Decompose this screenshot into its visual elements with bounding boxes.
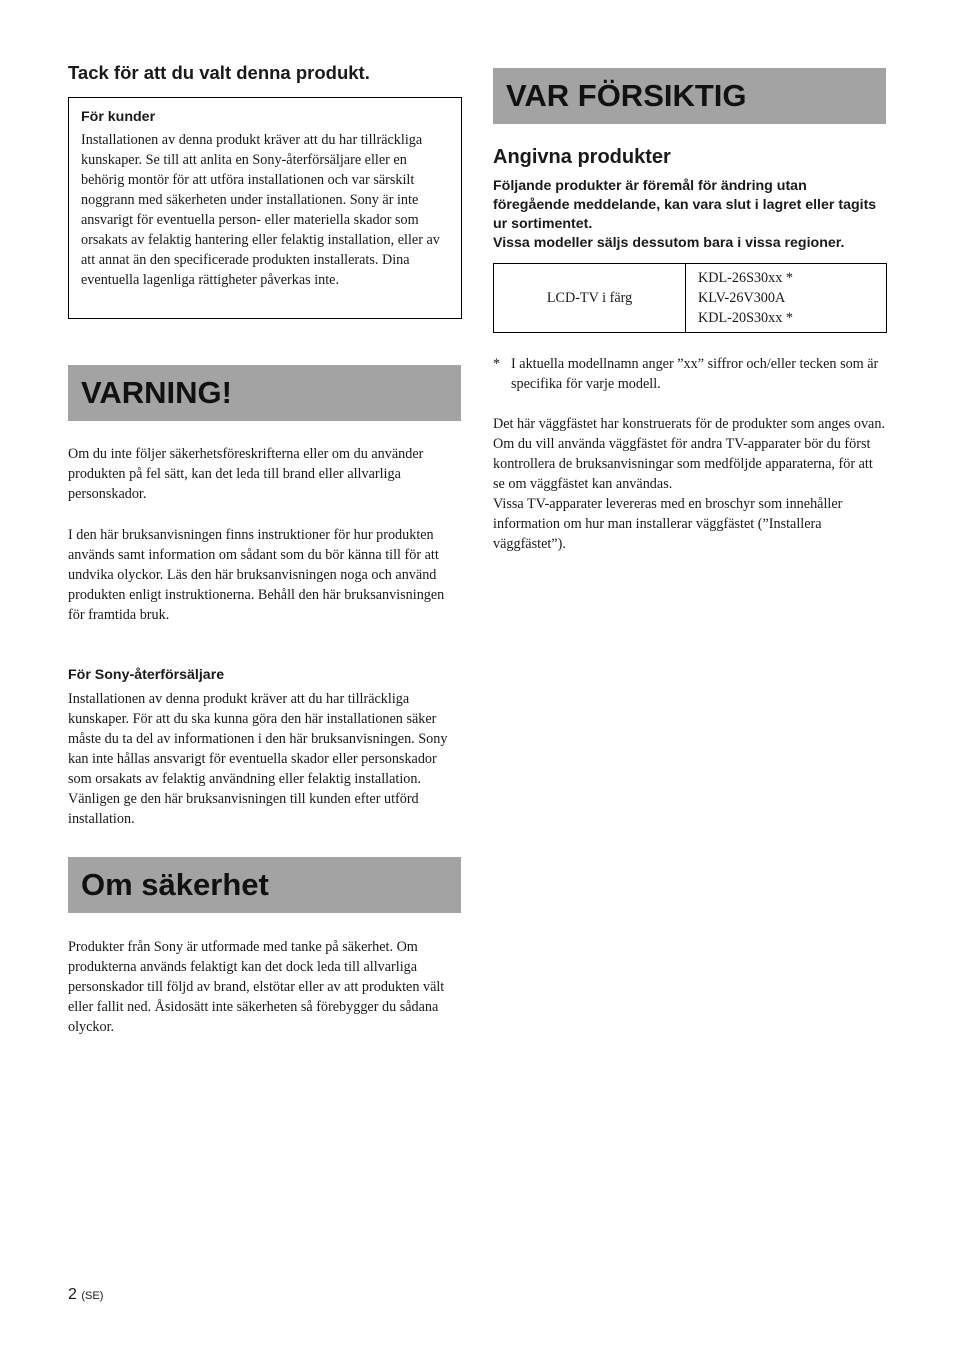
products-title: Angivna produkter: [493, 146, 671, 168]
caution-banner: VAR FÖRSIKTIG: [493, 68, 886, 124]
usage-info-line-2: Om du vill använda väggfästet för andra TV-apparater bör du först kontrollera de bruksanvisningar som medföljde apparaterna, för att se om väggfästet kan användas.: [493, 436, 873, 492]
footnote: [493, 354, 887, 394]
products-notice-1: Följande produkter är föremål för ändring utan föregående meddelande, kan vara slut i lagret eller tagits ur sortimentet.: [493, 178, 877, 232]
warning-banner: VARNING!: [68, 365, 461, 421]
footnote-asterisk: *: [493, 356, 501, 372]
product-type-cell: LCD-TV i färg: [494, 264, 686, 333]
usage-info-line-1: Det här väggfästet har konstruerats för de produkter som anges ovan.: [493, 416, 885, 432]
products-notice-2: Vissa modeller säljs dessutom bara i vissa regioner.: [493, 235, 845, 251]
model-list-cell: [686, 264, 887, 333]
safety-text: Produkter från Sony är utformade med tanke på säkerhet. Om produkterna används felaktigt kan det dock leda till allvarliga personskador till följd av brand, elstötar eller av att produkten vält eller fallit ned. Åsidosätt inte säkerheten så förebygger du sådana olyckor.: [68, 939, 445, 1035]
page-number: [68, 1286, 103, 1304]
warning-paragraph-1: Om du inte följer säkerhetsföreskrifterna eller om du använder produkten på fel sätt, kan det leda till brand eller allvarliga personskador.: [68, 446, 424, 502]
usage-info: [493, 414, 887, 554]
customer-notice-box: [68, 97, 462, 319]
page-number-value: 2: [68, 1286, 77, 1303]
table-row: [494, 264, 887, 333]
products-notice: [493, 177, 887, 253]
page-language-suffix: (SE): [81, 1290, 104, 1302]
safety-banner: Om säkerhet: [68, 857, 461, 913]
customer-box-text: Installationen av denna produkt kräver att du har tillräckliga kunskaper. Se till att anlita en Sony-återförsäljare eller en behörig montör för att utföra installationen och var särskilt noggrann med säkerheten under installationen. Sony är inte ansvarigt för eventuella person- eller materiella skador som orsakats av felaktig hantering eller felaktig installation, eller av att annat än den specificerade produkten installerats. Dina eventuella lagenliga rättigheter påverkas inte.: [81, 132, 440, 288]
model-item: KDL-20S30xx *: [698, 310, 793, 326]
footnote-text: I aktuella modellnamn anger ”xx” siffror och/eller tecken som är specifika för varje modell.: [511, 356, 879, 392]
usage-info-line-3: Vissa TV-apparater levereras med en broschyr som innehåller information om hur man installerar väggfästet (”Installera väggfästet”).: [493, 496, 843, 552]
warning-paragraph-2: I den här bruksanvisningen finns instruktioner för hur produkten används samt information om sådant som du bör känna till för att undvika olyckor. Läs den här bruksanvisningen noga och använd produkten enligt instruktionerna. Behåll den här bruksanvisningen för framtida bruk.: [68, 527, 445, 623]
model-item: KLV-26V300A: [698, 290, 786, 306]
products-table: [493, 263, 887, 333]
dealer-text: Installationen av denna produkt kräver att du har tillräckliga kunskaper. För att du ska kunna göra den här installationen säker måste du ta del av informationen i den här bruksanvisningen. Sony kan inte hållas ansvarigt för eventuella skador eller personskador som orsakats av felaktig användning eller felaktig installation. Vänligen ge den här bruksanvisningen till kunden efter utförd installation.: [68, 691, 448, 827]
dealer-heading: För Sony-återförsäljare: [68, 667, 225, 683]
thanks-title: Tack för att du valt denna produkt.: [68, 62, 370, 83]
model-item: KDL-26S30xx *: [698, 270, 793, 286]
customer-box-heading: För kunder: [81, 109, 156, 125]
